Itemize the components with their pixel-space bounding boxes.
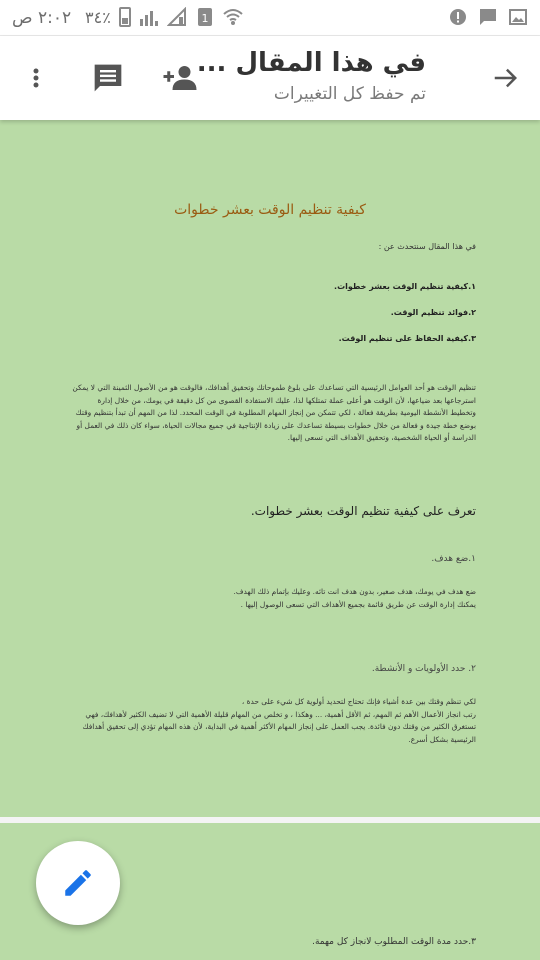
edit-pencil-icon — [61, 866, 95, 900]
message-icon — [478, 7, 498, 27]
step-2-title: ٢. حدد الأولويات و الأنشطة. — [371, 664, 476, 674]
paragraph-line: لكي تنظم وقتك بين عدة أشياء فإنك تحتاج لتحديد أولوية كل شيء على حدة ، — [241, 697, 476, 706]
app-bar — [0, 36, 540, 120]
status-time: ٢:٠٢ ص — [12, 8, 72, 28]
paragraph-line: بوضع خطة جيدة و فعالة من خلال خطوات بسيطة تساعدك على زيادة الإنتاجية في جميع مجالات الحياة، سواء كان ذلك في العمل أو — [76, 420, 476, 430]
toc-item: ٣.كيفية الحفاظ على تنظيم الوقت. — [338, 334, 476, 343]
section-heading: تعرف على كيفية تنظيم الوقت بعشر خطوات. — [250, 504, 476, 518]
more-vert-icon — [24, 66, 48, 90]
battery-icon — [119, 7, 131, 27]
document-title[interactable]: في هذا المقال ... — [196, 48, 426, 78]
image-icon — [508, 7, 528, 27]
step-3-title: ٣.حدد مدة الوقت المطلوب لانجاز كل مهمة. — [312, 937, 476, 947]
back-button[interactable] — [482, 54, 530, 102]
doc-title: كيفية تنظيم الوقت بعشر خطوات — [174, 202, 366, 218]
signal-sim2-icon — [167, 7, 187, 27]
battery-percent: ٣٤٪ — [85, 7, 111, 27]
paragraph-line: الرئيسية بشكل أسرع. — [408, 734, 476, 744]
paragraph-line: تنظيم الوقت هو أحد العوامل الرئيسية التي تساعدك على بلوغ طموحاتك وتحقيق أهدافك، فالوقت هو من الأصول الثمينة التي لا يمكن — [72, 383, 476, 392]
comments-button[interactable] — [84, 54, 132, 102]
edit-fab-button[interactable] — [36, 841, 120, 925]
paragraph-line: ضع هدف في يومك، هدف صغير، بدون هدف انت تائه. وعليك بإتمام ذلك الهدف. — [233, 587, 476, 596]
doc-intro: في هذا المقال سنتحدث عن : — [378, 242, 476, 251]
status-system-icons — [85, 7, 243, 27]
more-options-button[interactable] — [12, 54, 60, 102]
step-2-body — [66, 696, 476, 746]
toc-item: ٢.فوائد تنظيم الوقت. — [390, 308, 476, 317]
document-page[interactable] — [0, 120, 540, 820]
paragraph-line: تستغرق الكثير من وقتك دون فائدة. يجب العمل على إنجاز المهام الأكثر أهمية في البداية، لأن هذه المهام تؤدي إلى تحقيق أهدافك — [82, 722, 476, 732]
toc-item: ١.كيفية تنظيم الوقت بعشر خطوات. — [334, 282, 476, 291]
sim-1-icon — [195, 7, 215, 27]
paragraph-line: وتخطيط الأنشطة اليومية بطريقة فعالة ، لكي تتمكن من إنجاز المهام المطلوبة في الوقت المحدد. لذا من المهم أن تبدأ بتنظيم وقتك — [75, 408, 476, 418]
svg-text:1: 1 — [201, 12, 209, 25]
step-1-body — [66, 586, 476, 611]
sync-alert-icon — [448, 7, 468, 27]
signal-icon — [139, 7, 159, 27]
paragraph-line: رتب انجاز الأعمال الأهم ثم المهم، ثم الأقل أهمية، ... وهكذا ، و تخلص من المهام قليلة الأهمية التي لا تضيف الكثير لأهدافك، فهي — [85, 709, 476, 719]
add-person-icon — [162, 60, 198, 96]
wifi-icon — [223, 7, 243, 27]
arrow-forward-icon — [491, 63, 521, 93]
step-1-title: ١.ضع هدف. — [431, 554, 476, 564]
paragraph-line: استرجاعها بعد ضياعها، لأن الوقت هو أعلى عملة تمتلكها لذا، عليك الاستفادة القصوى من كل دقيقة في يومك، من خلال إدارة — [97, 395, 476, 405]
notification-icons — [448, 7, 528, 27]
paragraph-line: يمكنك إدارة الوقت عن طريق قائمة بجميع الأهداف التي تسعى الوصول إليها . — [240, 599, 476, 609]
comment-icon — [92, 62, 124, 94]
status-bar — [0, 0, 540, 36]
intro-paragraph — [66, 382, 476, 445]
save-status: تم حفظ كل التغييرات — [273, 84, 426, 104]
paragraph-line: الدراسة أو الحياة الشخصية، وتحقيق الأهداف التي تسعى إليها. — [287, 433, 476, 443]
